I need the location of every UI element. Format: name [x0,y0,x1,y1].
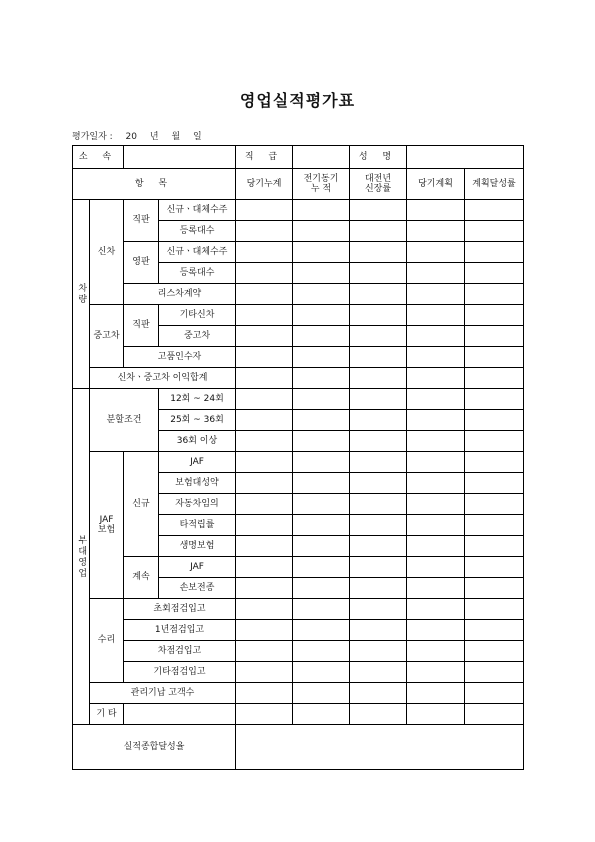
value-cell[interactable] [293,431,350,452]
value-cell[interactable] [465,431,524,452]
affiliation-label: 소 속 [73,146,124,169]
value-cell[interactable] [407,683,465,704]
value-cell[interactable] [465,326,524,347]
value-cell[interactable] [465,536,524,557]
table-row [73,347,524,368]
value-cell[interactable] [465,641,524,662]
info-row [73,146,524,169]
form-title: 영업실적평가표 [239,91,356,110]
value-cell[interactable] [407,536,465,557]
value-cell[interactable] [465,557,524,578]
row-label: 1년점검입고 [124,620,236,641]
value-cell[interactable] [407,515,465,536]
value-cell[interactable] [350,494,407,515]
value-cell[interactable] [350,641,407,662]
table-row [73,599,524,620]
value-cell[interactable] [293,200,350,221]
value-cell[interactable] [407,221,465,242]
value-cell[interactable] [293,704,350,725]
value-cell[interactable] [350,557,407,578]
value-cell[interactable] [350,599,407,620]
value-cell[interactable] [236,431,293,452]
value-cell[interactable] [465,389,524,410]
row-label: 고품인수자 [124,347,236,368]
table-row [73,704,524,725]
group-used-car: 중고차 [90,305,124,368]
value-cell[interactable] [465,305,524,326]
value-cell[interactable] [236,620,293,641]
value-cell[interactable] [350,515,407,536]
value-cell[interactable] [293,599,350,620]
header-current-cumulative: 당기누계 [236,169,293,200]
value-cell[interactable] [465,221,524,242]
table-row [73,389,524,410]
row-label: 관리기납 고객수 [90,683,236,704]
position-field[interactable] [293,146,350,169]
value-cell[interactable] [465,368,524,389]
header-plan: 당기계획 [407,169,465,200]
value-cell[interactable] [293,263,350,284]
row-label: 25회 ~ 36회 [159,410,236,431]
value-cell[interactable] [465,683,524,704]
value-cell[interactable] [465,662,524,683]
value-cell[interactable] [350,683,407,704]
value-cell[interactable] [293,368,350,389]
header-achievement-rate: 계획달성률 [465,169,524,200]
value-cell[interactable] [236,536,293,557]
table-row [73,305,524,326]
table-row [73,557,524,578]
value-cell[interactable] [293,620,350,641]
value-cell[interactable] [350,431,407,452]
value-cell[interactable] [350,452,407,473]
value-cell[interactable] [407,473,465,494]
value-cell[interactable] [465,284,524,305]
value-cell[interactable] [465,620,524,641]
table-row [73,368,524,389]
row-label: 손보전종 [159,578,236,599]
sub-direct: 직판 [124,200,159,242]
value-cell[interactable] [407,368,465,389]
group-repair: 수리 [90,599,124,683]
row-label: 신규ㆍ대체수주 [159,242,236,263]
row-label: 보험대성약 [159,473,236,494]
value-cell[interactable] [236,326,293,347]
header-item: 항 목 [73,169,236,200]
section-vehicle: 차량 [73,200,90,389]
value-cell[interactable] [236,683,293,704]
table-row [73,200,524,221]
value-cell[interactable] [293,473,350,494]
value-cell[interactable] [236,347,293,368]
affiliation-field[interactable] [124,146,236,169]
value-cell[interactable] [407,242,465,263]
table-row [73,242,524,263]
table-row [73,452,524,473]
row-label: JAF [159,557,236,578]
value-cell[interactable] [293,557,350,578]
value-cell[interactable] [465,200,524,221]
evaluation-date [72,129,212,142]
value-cell[interactable] [350,704,407,725]
value-cell[interactable] [350,305,407,326]
value-cell[interactable] [293,347,350,368]
value-cell[interactable] [407,200,465,221]
value-cell[interactable] [293,683,350,704]
value-cell[interactable] [465,410,524,431]
table-row [73,284,524,305]
value-cell[interactable] [293,578,350,599]
eval-date-month-unit: 월 [171,132,181,142]
eval-date-year-unit: 년 [149,132,159,142]
value-cell[interactable] [293,515,350,536]
value-cell[interactable] [350,578,407,599]
value-cell[interactable] [293,662,350,683]
value-cell[interactable] [407,263,465,284]
value-cell[interactable] [236,221,293,242]
row-label: 기타신차 [159,305,236,326]
value-cell[interactable] [236,515,293,536]
value-cell[interactable] [350,389,407,410]
value-cell[interactable] [236,578,293,599]
other-entry-cell[interactable] [124,704,236,725]
row-label: 신차ㆍ중고차 이익합계 [90,368,236,389]
row-label: 리스차계약 [124,284,236,305]
row-label: JAF [159,452,236,473]
value-cell[interactable] [407,452,465,473]
value-cell[interactable] [407,305,465,326]
value-cell[interactable] [350,221,407,242]
value-cell[interactable] [350,368,407,389]
value-cell[interactable] [407,494,465,515]
value-cell[interactable] [350,284,407,305]
value-cell[interactable] [293,452,350,473]
value-cell[interactable] [236,200,293,221]
value-cell[interactable] [407,284,465,305]
value-cell[interactable] [350,473,407,494]
table-row [73,641,524,662]
value-cell[interactable] [236,368,293,389]
value-cell[interactable] [236,242,293,263]
value-cell[interactable] [293,410,350,431]
table-row [73,620,524,641]
value-cell[interactable] [293,494,350,515]
row-label: 등록대수 [159,263,236,284]
value-cell[interactable] [407,389,465,410]
value-cell[interactable] [236,494,293,515]
value-cell[interactable] [407,662,465,683]
value-cell[interactable] [293,326,350,347]
value-cell[interactable] [465,704,524,725]
table-row [73,683,524,704]
value-cell[interactable] [236,284,293,305]
value-cell[interactable] [236,704,293,725]
evaluation-table [72,145,524,770]
value-cell[interactable] [350,620,407,641]
row-label: 자동차임의 [159,494,236,515]
name-label: 성 명 [350,146,407,169]
total-row [73,725,524,770]
value-cell[interactable] [407,620,465,641]
row-label: 생명보험 [159,536,236,557]
name-field[interactable] [407,146,524,169]
value-cell[interactable] [407,704,465,725]
total-achievement-cell[interactable] [236,725,524,770]
value-cell[interactable] [465,347,524,368]
value-cell[interactable] [465,494,524,515]
value-cell[interactable] [236,599,293,620]
value-cell[interactable] [350,326,407,347]
row-label: 차점검입고 [124,641,236,662]
value-cell[interactable] [350,410,407,431]
value-cell[interactable] [407,599,465,620]
value-cell[interactable] [350,662,407,683]
sub-new-sign: 신규 [124,452,159,557]
sub-agency: 영판 [124,242,159,284]
value-cell[interactable] [350,347,407,368]
value-cell[interactable] [407,578,465,599]
value-cell[interactable] [293,641,350,662]
table-row [73,662,524,683]
value-cell[interactable] [407,326,465,347]
value-cell[interactable] [407,347,465,368]
value-cell[interactable] [465,473,524,494]
value-cell[interactable] [236,410,293,431]
total-achievement-label: 실적종합달성율 [73,725,236,770]
row-label-other: 기 타 [90,704,124,725]
value-cell[interactable] [465,515,524,536]
value-cell[interactable] [293,242,350,263]
eval-date-day-unit: 일 [193,132,202,142]
value-cell[interactable] [236,452,293,473]
value-cell[interactable] [407,641,465,662]
value-cell[interactable] [465,263,524,284]
value-cell[interactable] [236,263,293,284]
value-cell[interactable] [293,221,350,242]
sub-direct-used: 직판 [124,305,159,347]
header-prior-period: 전기동기 누 적 [293,169,350,200]
value-cell[interactable] [236,662,293,683]
value-cell[interactable] [236,641,293,662]
header-row [73,169,524,200]
value-cell[interactable] [293,284,350,305]
value-cell[interactable] [407,557,465,578]
value-cell[interactable] [236,473,293,494]
row-label: 36회 이상 [159,431,236,452]
value-cell[interactable] [350,536,407,557]
value-cell[interactable] [293,305,350,326]
row-label: 신규ㆍ대체수주 [159,200,236,221]
value-cell[interactable] [350,263,407,284]
value-cell[interactable] [293,536,350,557]
row-label: 중고차 [159,326,236,347]
section-side-business: 부대영업 [73,389,90,725]
row-label: 타적립률 [159,515,236,536]
value-cell[interactable] [465,242,524,263]
row-label: 초회점검입고 [124,599,236,620]
sub-renewal: 계속 [124,557,159,599]
position-label: 직 급 [236,146,293,169]
value-cell[interactable] [407,431,465,452]
eval-date-label: 평가일자 : [72,132,113,142]
row-label: 등록대수 [159,221,236,242]
value-cell[interactable] [236,305,293,326]
group-installment: 분할조건 [90,389,159,452]
value-cell[interactable] [465,452,524,473]
row-label: 기타점검입고 [124,662,236,683]
group-new-car: 신차 [90,200,124,305]
value-cell[interactable] [236,557,293,578]
header-growth-rate: 대전년 신장률 [350,169,407,200]
value-cell[interactable] [293,389,350,410]
eval-date-year: 20 [125,132,137,142]
value-cell[interactable] [465,578,524,599]
row-label: 12회 ~ 24회 [159,389,236,410]
value-cell[interactable] [407,410,465,431]
value-cell[interactable] [236,389,293,410]
value-cell[interactable] [350,242,407,263]
group-jaf-insurance: JAF 보험 [90,452,124,599]
value-cell[interactable] [350,200,407,221]
value-cell[interactable] [465,599,524,620]
